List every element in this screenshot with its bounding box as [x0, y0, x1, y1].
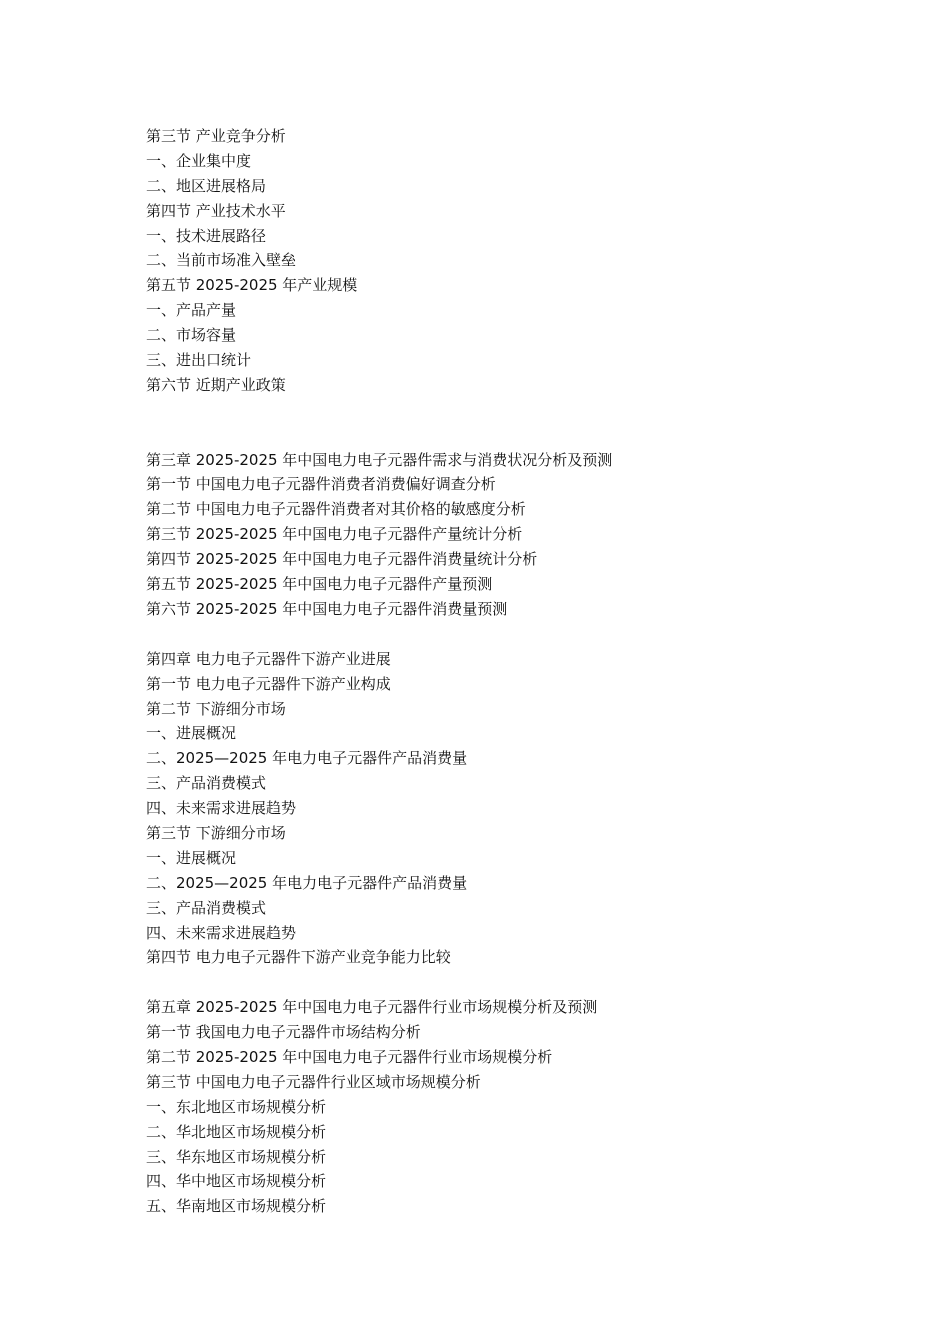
toc-section: 第三节 下游细分市场	[146, 823, 286, 842]
toc-section: 第一节 中国电力电子元器件消费者消费偏好调查分析	[146, 475, 496, 494]
toc-item: 二、市场容量	[146, 326, 237, 345]
toc-item: 一、企业集中度	[146, 151, 252, 170]
toc-section: 第二节 下游细分市场	[146, 699, 286, 718]
toc-section: 第三节 2025-2025 年中国电力电子元器件产量统计分析	[146, 525, 523, 544]
toc-section: 第一节 我国电力电子元器件市场结构分析	[146, 1023, 421, 1042]
toc-section: 第四节 产业技术水平	[146, 201, 286, 220]
toc-item: 四、未来需求进展趋势	[146, 923, 297, 942]
toc-item: 一、产品产量	[146, 301, 237, 320]
toc-section: 第四节 电力电子元器件下游产业竞争能力比较	[146, 948, 451, 967]
toc-item: 五、华南地区市场规模分析	[146, 1197, 327, 1216]
toc-block-chapter3	[146, 448, 866, 622]
toc-section: 第六节 2025-2025 年中国电力电子元器件消费量预测	[146, 599, 508, 618]
toc-chapter: 第五章 2025-2025 年中国电力电子元器件行业市场规模分析及预测	[146, 998, 598, 1017]
toc-item: 一、进展概况	[146, 848, 237, 867]
toc-section: 第四节 2025-2025 年中国电力电子元器件消费量统计分析	[146, 550, 538, 569]
toc-item: 二、当前市场准入壁垒	[146, 251, 297, 270]
spacer	[146, 622, 866, 647]
toc-item: 二、华北地区市场规模分析	[146, 1122, 327, 1141]
toc-chapter: 第四章 电力电子元器件下游产业进展	[146, 649, 391, 668]
toc-section: 第六节 近期产业政策	[146, 375, 286, 394]
toc-section: 第二节 中国电力电子元器件消费者对其价格的敏感度分析	[146, 500, 526, 519]
toc-chapter: 第三章 2025-2025 年中国电力电子元器件需求与消费状况分析及预测	[146, 450, 613, 469]
toc-section: 第五节 2025-2025 年产业规模	[146, 276, 358, 295]
toc-item: 二、2025—2025 年电力电子元器件产品消费量	[146, 749, 468, 768]
toc-section: 第三节 产业竞争分析	[146, 127, 286, 145]
toc-block-chapter5	[146, 995, 866, 1219]
toc-section: 第五节 2025-2025 年中国电力电子元器件产量预测	[146, 575, 493, 594]
toc-item: 一、进展概况	[146, 724, 237, 743]
toc-item: 四、未来需求进展趋势	[146, 799, 297, 818]
table-of-contents	[146, 124, 866, 1219]
toc-section: 第一节 电力电子元器件下游产业构成	[146, 674, 391, 693]
spacer	[146, 398, 866, 448]
toc-item: 三、产品消费模式	[146, 898, 267, 917]
toc-section: 第二节 2025-2025 年中国电力电子元器件行业市场规模分析	[146, 1047, 553, 1066]
toc-block-chapter2-continued	[146, 124, 866, 398]
toc-item: 四、华中地区市场规模分析	[146, 1172, 327, 1191]
toc-block-chapter4	[146, 647, 866, 971]
toc-item: 三、产品消费模式	[146, 774, 267, 793]
toc-section: 第三节 中国电力电子元器件行业区域市场规模分析	[146, 1072, 481, 1091]
toc-item: 一、东北地区市场规模分析	[146, 1097, 327, 1116]
toc-item: 二、地区进展格局	[146, 176, 267, 195]
spacer	[146, 970, 866, 995]
toc-item: 二、2025—2025 年电力电子元器件产品消费量	[146, 873, 468, 892]
toc-item: 三、进出口统计	[146, 351, 252, 370]
toc-item: 一、技术进展路径	[146, 226, 267, 245]
toc-item: 三、华东地区市场规模分析	[146, 1147, 327, 1166]
